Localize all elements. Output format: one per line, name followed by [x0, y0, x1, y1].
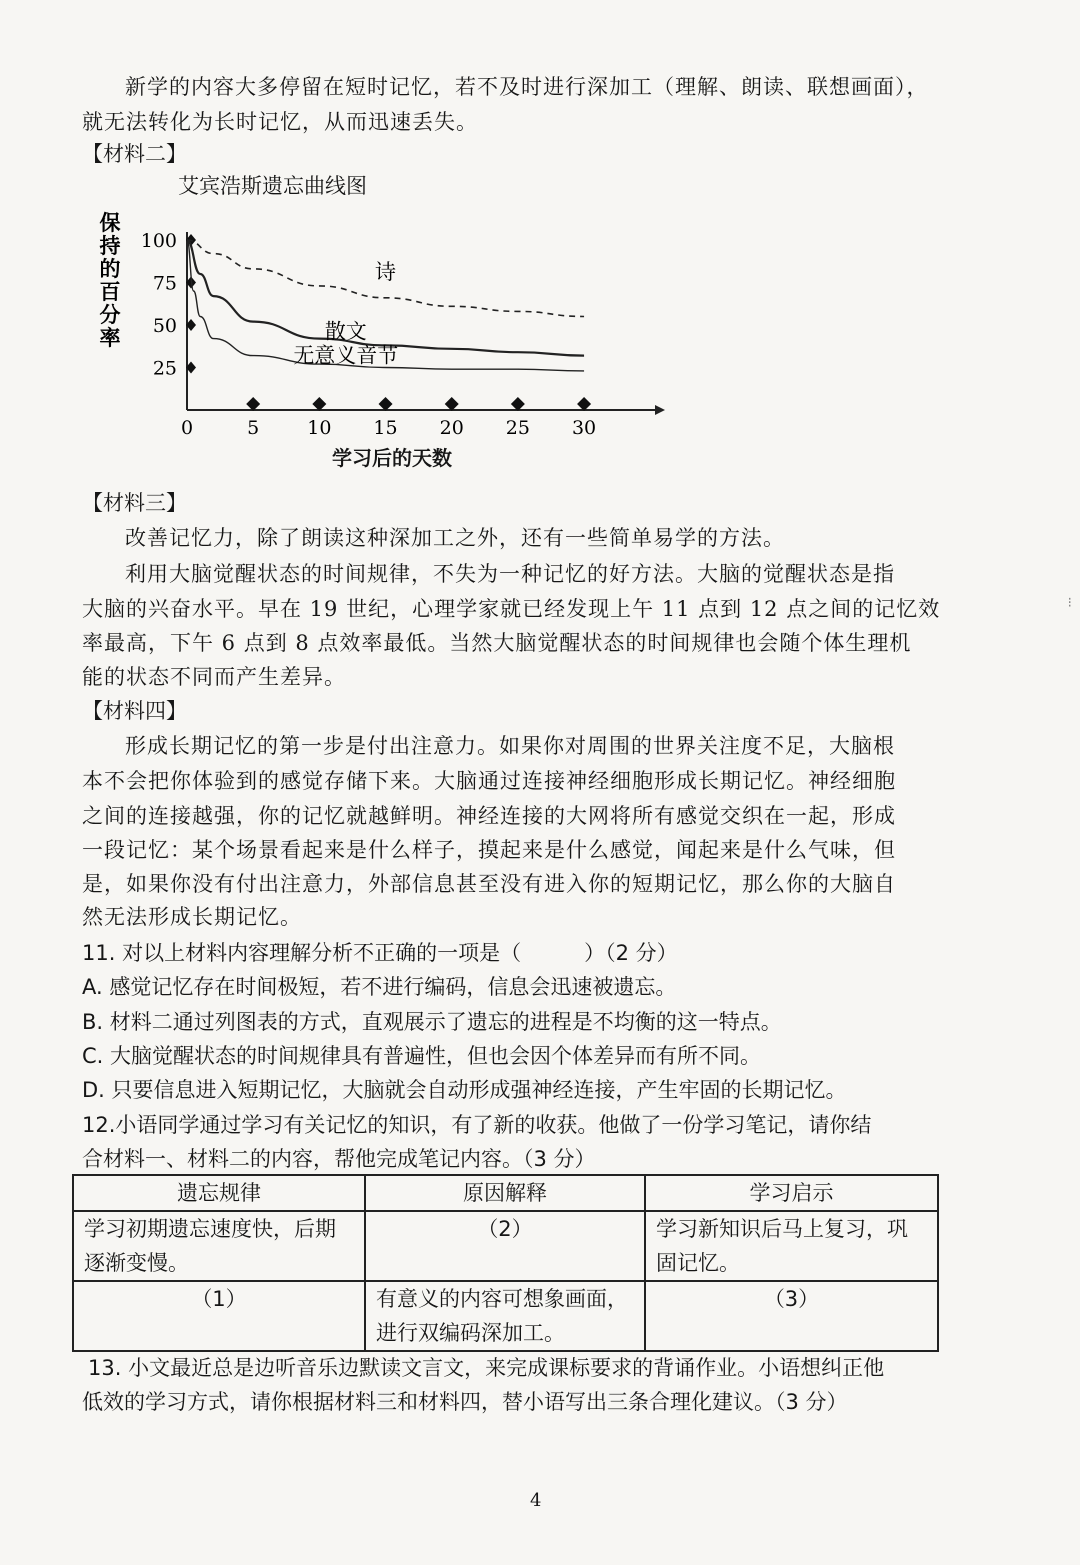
- material3-para-2-line-2: 大脑的兴奋水平。早在 19 世纪，心理学家就已经发现上午 11 点到 12 点之间的记忆效: [82, 597, 941, 621]
- cell-reason-2: 有意义的内容可想象画面，进行双编码深加工。: [365, 1281, 645, 1351]
- q11-stem: 11. 对以上材料内容理解分析不正确的一项是（ ）（2 分）: [82, 941, 678, 965]
- material2-heading: 【材料二】: [82, 142, 187, 166]
- y-label-char: 百: [99, 280, 121, 304]
- material3-para-2-line-1: 利用大脑觉醒状态的时间规律，不失为一种记忆的好方法。大脑的觉醒状态是指: [125, 562, 895, 586]
- x-tick-marker: [312, 397, 326, 411]
- intro-line-2: 就无法转化为长时记忆，从而迅速丢失。: [82, 110, 478, 134]
- material4-line-1: 形成长期记忆的第一步是付出注意力。如果你对周围的世界关注度不足，大脑根: [125, 734, 895, 758]
- blank-1[interactable]: （1）: [73, 1281, 365, 1351]
- x-tick-marker: [577, 397, 591, 411]
- chart-title: 艾宾浩斯遗忘曲线图: [178, 174, 367, 198]
- cell-inspiration-1: 学习新知识后马上复习，巩固记忆。: [645, 1211, 938, 1281]
- scan-mark: ⁝: [1067, 595, 1072, 611]
- material4-line-6: 然无法形成长期记忆。: [82, 905, 302, 929]
- y-label-char: 保: [99, 211, 121, 235]
- material4-line-5: 是，如果你没有付出注意力，外部信息甚至没有进入你的短期记忆，那么你的大脑自: [82, 872, 896, 896]
- y-tick-label: 25: [152, 357, 177, 380]
- y-label-char: 持: [99, 234, 121, 258]
- material3-para-2-line-4: 能的状态不同而产生差异。: [82, 665, 346, 689]
- material4-line-3: 之间的连接越强，你的记忆就越鲜明。神经连接的大网将所有感觉交织在一起，形成: [82, 804, 896, 828]
- intro-line-1: 新学的内容大多停留在短时记忆，若不及时进行深加工（理解、朗读、联想画面），: [125, 75, 929, 99]
- x-tick-label: 30: [571, 417, 597, 439]
- table-row: [73, 1281, 938, 1351]
- table-row: [73, 1211, 938, 1281]
- header-reason: 原因解释: [365, 1175, 645, 1211]
- x-tick-label: 0: [180, 417, 194, 439]
- x-tick-label: 15: [373, 417, 398, 439]
- material4-line-4: 一段记忆：某个场景看起来是什么样子，摸起来是什么感觉，闻起来是什么气味，但: [82, 838, 896, 862]
- x-tick-marker: [511, 397, 525, 411]
- cell-rule-1: 学习初期遗忘速度快，后期逐渐变慢。: [73, 1211, 365, 1281]
- x-tick-label: 5: [247, 417, 260, 439]
- material3-para-2-line-3: 率最高，下午 6 点到 8 点效率最低。当然大脑觉醒状态的时间规律也会随个体生理机: [82, 631, 912, 655]
- q11-option-d[interactable]: D. 只要信息进入短期记忆，大脑就会自动形成强神经连接，产生牢固的长期记忆。: [82, 1078, 847, 1102]
- q12-line-2: 合材料一、材料二的内容，帮他完成笔记内容。（3 分）: [82, 1147, 596, 1171]
- header-inspiration: 学习启示: [645, 1175, 938, 1211]
- q11-option-c[interactable]: C. 大脑觉醒状态的时间规律具有普遍性，但也会因个体差异而有所不同。: [82, 1044, 762, 1068]
- study-notes-table: [72, 1174, 939, 1352]
- chart-x-label: 学习后的天数: [332, 446, 452, 470]
- q11-option-b[interactable]: B. 材料二通过列图表的方式，直观展示了遗忘的进程是不均衡的这一特点。: [82, 1010, 782, 1034]
- q11-option-a[interactable]: A. 感觉记忆存在时间极短，若不进行编码，信息会迅速被遗忘。: [82, 975, 677, 999]
- q13-line-2: 低效的学习方式，请你根据材料三和材料四，替小语写出三条合理化建议。（3 分）: [82, 1390, 848, 1414]
- material4-line-2: 本不会把你体验到的感觉存储下来。大脑通过连接神经细胞形成长期记忆。神经细胞: [82, 769, 896, 793]
- x-tick-label: 10: [307, 417, 332, 439]
- y-label-char: 的: [99, 257, 121, 281]
- series-label: 散文: [324, 319, 367, 344]
- x-tick-label: 20: [439, 417, 464, 439]
- x-tick-marker: [379, 397, 393, 411]
- material4-heading: 【材料四】: [82, 699, 187, 723]
- material3-heading: 【材料三】: [82, 491, 187, 515]
- y-label-char: 分: [99, 303, 121, 327]
- y-tick-label: 50: [152, 315, 177, 337]
- x-tick-label: 25: [505, 417, 530, 439]
- forgetting-curve-chart: [90, 170, 680, 480]
- q12-line-1: 12.小语同学通过学习有关记忆的知识，有了新的收获。他做了一份学习笔记，请你结: [82, 1113, 872, 1137]
- x-tick-marker: [246, 397, 260, 411]
- page-number: 4: [530, 1490, 542, 1511]
- y-tick-label: 100: [140, 230, 177, 252]
- q13-line-1: 13. 小文最近总是边听音乐边默读文言文，来完成课标要求的背诵作业。小语想纠正他: [88, 1356, 885, 1380]
- x-axis-arrow: [655, 405, 665, 415]
- table-header-row: [73, 1175, 938, 1211]
- blank-2[interactable]: （2）: [365, 1211, 645, 1281]
- header-forgetting-rule: 遗忘规律: [73, 1175, 365, 1211]
- x-tick-marker: [445, 397, 459, 411]
- blank-3[interactable]: （3）: [645, 1281, 938, 1351]
- y-label-char: 率: [99, 326, 121, 350]
- series-label: 诗: [375, 260, 397, 285]
- y-tick-label: 75: [152, 272, 177, 295]
- chart-plot: [90, 200, 680, 470]
- material3-para-1: 改善记忆力，除了朗读这种深加工之外，还有一些简单易学的方法。: [125, 526, 785, 550]
- series-label: 无意义音节: [293, 343, 399, 368]
